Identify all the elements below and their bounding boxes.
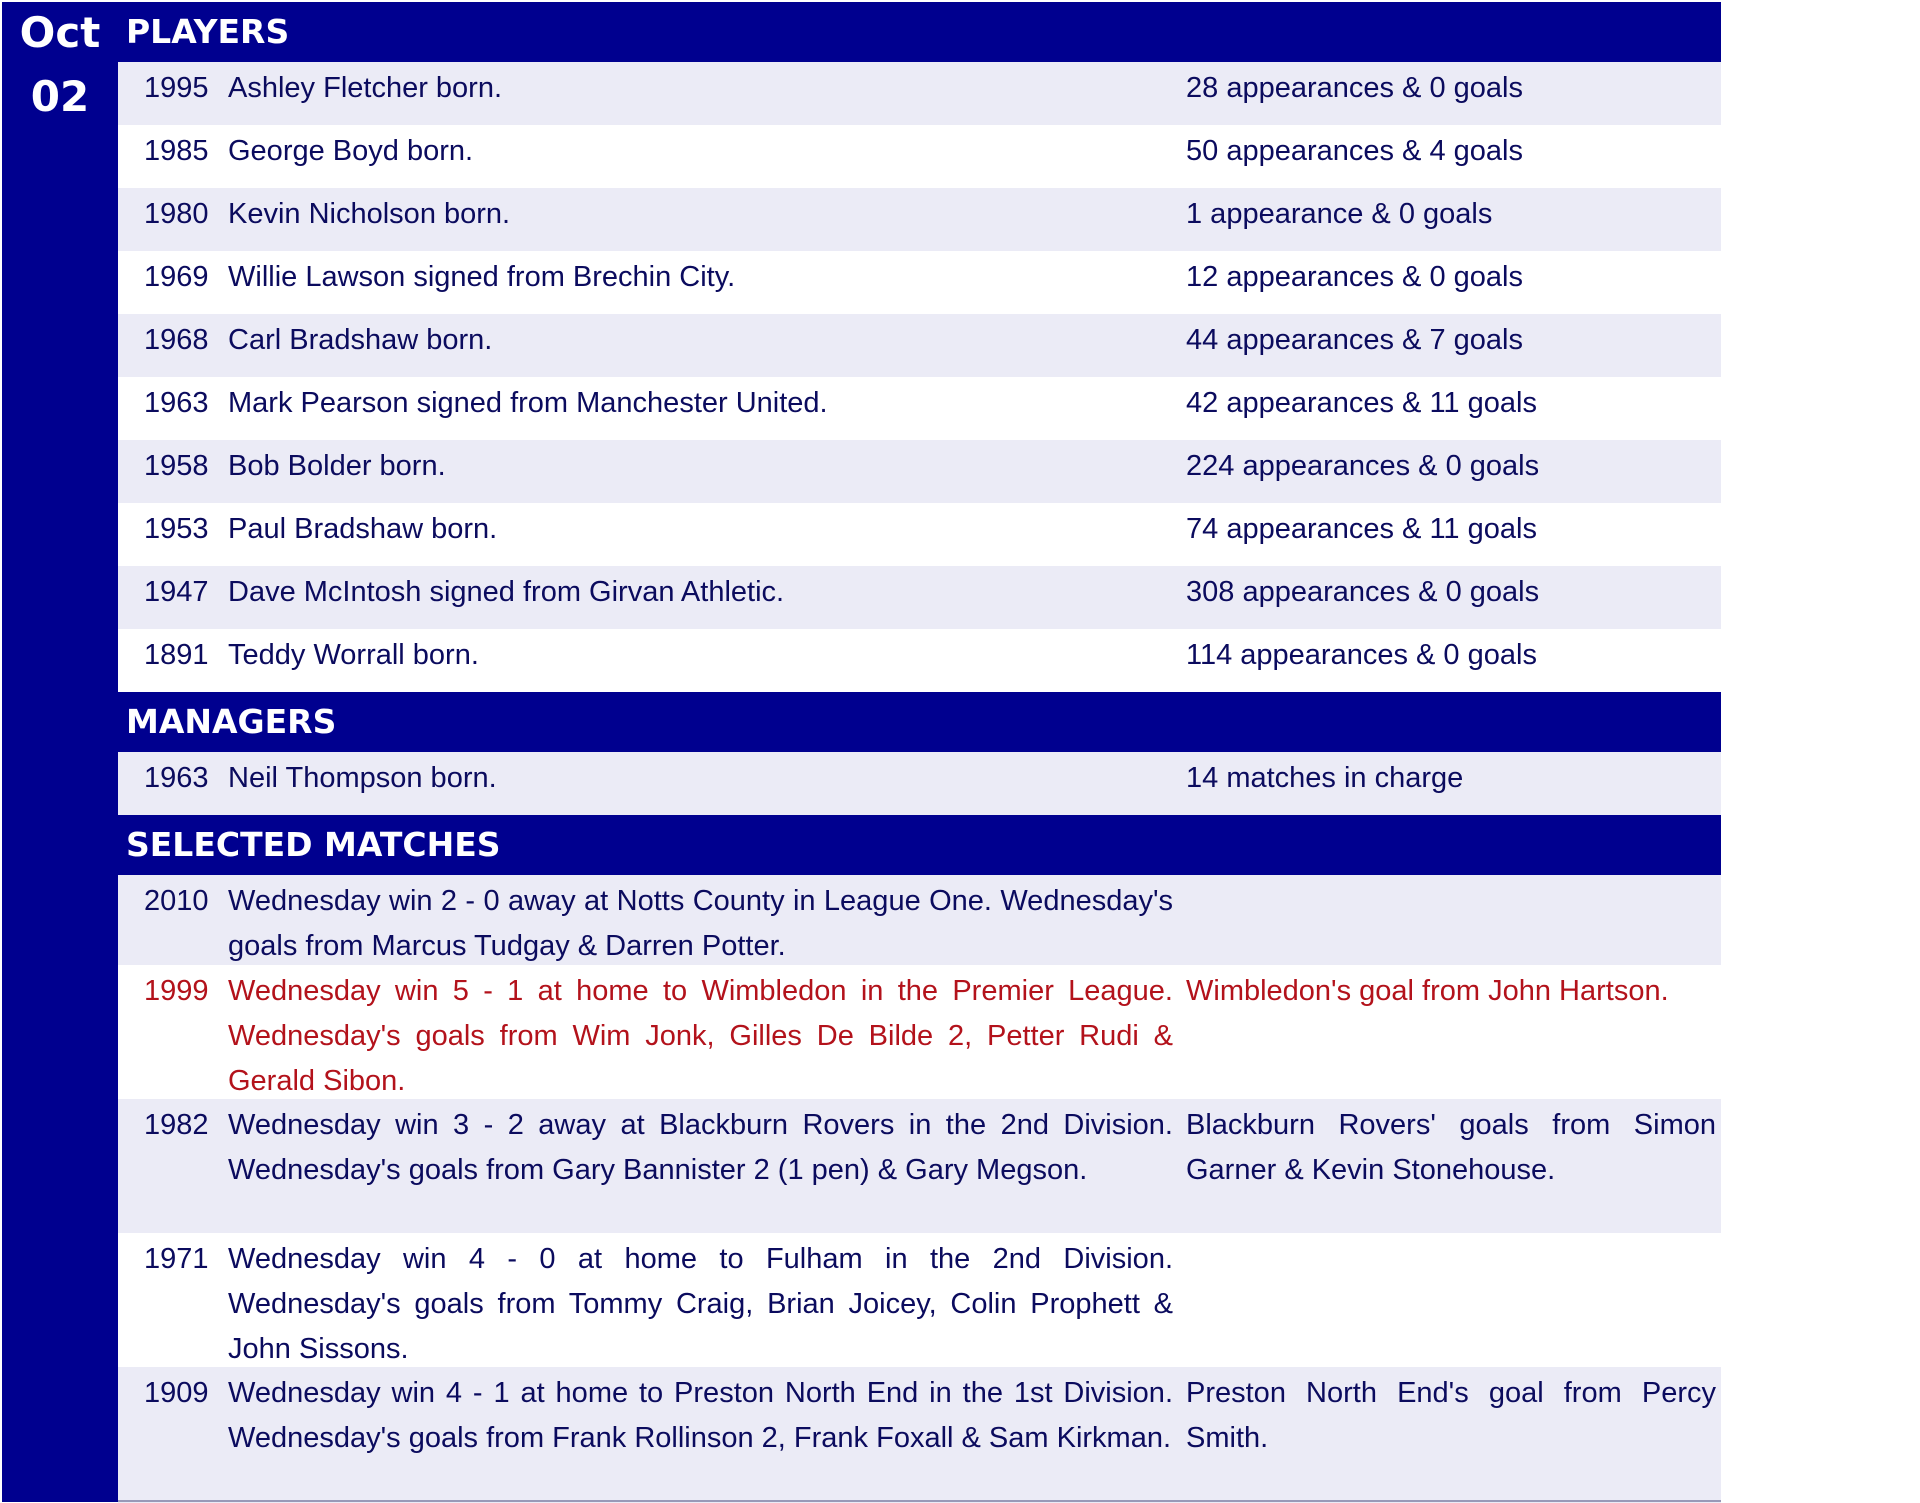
match-row <box>118 1367 1721 1503</box>
player-stats: 114 appearances & 0 goals <box>1186 639 1537 671</box>
player-year: 1963 <box>144 387 209 419</box>
match-year: 2010 <box>144 885 209 917</box>
match-report: Wednesday win 4 - 0 at home to Fulham in the 2nd Division. Wednesday's goals from Tommy Craig, Brian Joicey, Colin Prophett & John Sissons. <box>228 1243 1173 1365</box>
match-row <box>118 875 1721 965</box>
match-year: 1982 <box>144 1109 209 1141</box>
manager-year: 1963 <box>144 762 209 794</box>
player-year: 1969 <box>144 261 209 293</box>
player-event: Paul Bradshaw born. <box>228 513 498 545</box>
opponent-goals: Blackburn Rovers' goals from Simon Garner & Kevin Stonehouse. <box>1186 1109 1716 1186</box>
player-event: Bob Bolder born. <box>228 450 446 482</box>
bottom-border <box>118 1500 1721 1502</box>
player-stats: 28 appearances & 0 goals <box>1186 72 1523 104</box>
match-report: Wednesday win 3 - 2 away at Blackburn Rovers in the 2nd Division. Wednesday's goals from Gary Bannister 2 (1 pen) & Gary Megson. <box>228 1109 1173 1186</box>
match-year: 1999 <box>144 975 209 1007</box>
player-stats: 50 appearances & 4 goals <box>1186 135 1523 167</box>
match-report: Wednesday win 4 - 1 at home to Preston North End in the 1st Division. Wednesday's goals from Frank Rollinson 2, Frank Foxall & Sam Kirkman. <box>228 1377 1173 1454</box>
managers-header: MANAGERS <box>118 692 1721 752</box>
player-year: 1891 <box>144 639 209 671</box>
date-day: 02 <box>30 72 90 121</box>
manager-stats: 14 matches in charge <box>1186 762 1464 794</box>
match-report: Wednesday win 5 - 1 at home to Wimbledon in the Premier League. Wednesday's goals from Wim Jonk, Gilles De Bilde 2, Petter Rudi & Gerald Sibon. <box>228 975 1173 1097</box>
player-event: Teddy Worrall born. <box>228 639 479 671</box>
manager-row <box>118 752 1721 815</box>
date-column <box>2 2 118 1502</box>
player-year: 1958 <box>144 450 209 482</box>
player-row <box>118 251 1721 314</box>
player-row <box>118 629 1721 692</box>
player-stats: 12 appearances & 0 goals <box>1186 261 1523 293</box>
match-year: 1971 <box>144 1243 209 1275</box>
player-stats: 44 appearances & 7 goals <box>1186 324 1523 356</box>
match-row <box>118 1099 1721 1233</box>
player-row <box>118 62 1721 125</box>
player-event: Kevin Nicholson born. <box>228 198 511 230</box>
player-year: 1968 <box>144 324 209 356</box>
opponent-goals: Wimbledon's goal from John Hartson. <box>1186 975 1669 1007</box>
player-year: 1995 <box>144 72 209 104</box>
match-year: 1909 <box>144 1377 209 1409</box>
player-event: Carl Bradshaw born. <box>228 324 493 356</box>
player-year: 1947 <box>144 576 209 608</box>
player-row <box>118 125 1721 188</box>
match-row <box>118 1233 1721 1367</box>
player-event: George Boyd born. <box>228 135 474 167</box>
player-row <box>118 566 1721 629</box>
player-year: 1985 <box>144 135 209 167</box>
player-stats: 74 appearances & 11 goals <box>1186 513 1537 545</box>
date-month: Oct <box>19 8 101 57</box>
player-row <box>118 377 1721 440</box>
player-year: 1980 <box>144 198 209 230</box>
manager-event: Neil Thompson born. <box>228 762 497 794</box>
player-event: Dave McIntosh signed from Girvan Athletic. <box>228 576 785 608</box>
player-event: Ashley Fletcher born. <box>228 72 503 104</box>
player-row <box>118 440 1721 503</box>
players-header: PLAYERS <box>118 2 1721 62</box>
player-row <box>118 188 1721 251</box>
matches-header: SELECTED MATCHES <box>118 815 1721 875</box>
player-stats: 308 appearances & 0 goals <box>1186 576 1540 608</box>
player-row <box>118 503 1721 566</box>
player-stats: 42 appearances & 11 goals <box>1186 387 1537 419</box>
match-row-highlighted <box>118 965 1721 1099</box>
player-event: Mark Pearson signed from Manchester United. <box>228 387 828 419</box>
player-event: Willie Lawson signed from Brechin City. <box>228 261 736 293</box>
player-stats: 1 appearance & 0 goals <box>1186 198 1493 230</box>
content-area <box>118 2 1721 1503</box>
opponent-goals: Preston North End's goal from Percy Smith. <box>1186 1377 1716 1454</box>
player-row <box>118 314 1721 377</box>
player-year: 1953 <box>144 513 209 545</box>
player-stats: 224 appearances & 0 goals <box>1186 450 1540 482</box>
match-report: Wednesday win 2 - 0 away at Notts County in League One. Wednesday's goals from Marcus Tudgay & Darren Potter. <box>228 885 1173 962</box>
